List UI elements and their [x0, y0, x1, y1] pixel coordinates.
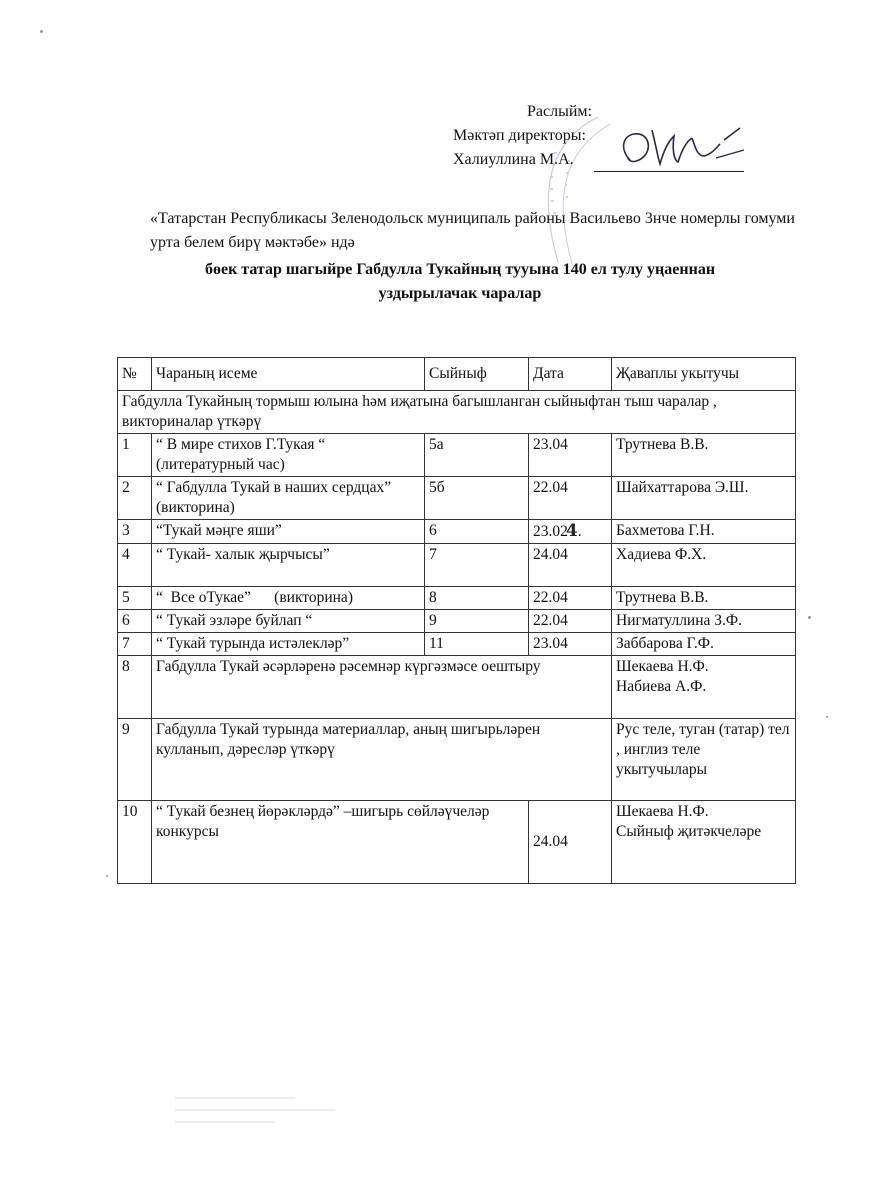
event-date: 22.04: [529, 477, 612, 520]
table-row: [118, 520, 796, 544]
director-name: Халиуллина М.А.: [453, 151, 574, 168]
col-header-date: Дата: [529, 358, 612, 391]
event-name: “ Тукай безнең йөрәкләрдә” –шигырь сөйләүчеләр конкурсы: [152, 801, 529, 884]
table-row: [118, 544, 796, 587]
event-responsible: Трутнева В.В.: [612, 587, 796, 610]
scan-speck: [40, 30, 43, 33]
table-row: [118, 801, 796, 884]
event-name: “ Тукай- халык җырчысы”: [152, 544, 425, 587]
event-name: “ Все оТукае” (викторина): [152, 587, 425, 610]
event-class: 6: [425, 520, 529, 544]
event-class: 5б: [425, 477, 529, 520]
table-row: [118, 656, 796, 719]
event-class: 5а: [425, 434, 529, 477]
event-date: 24.04: [529, 544, 612, 587]
responsible-line: Шекаева Н.Ф.: [616, 658, 709, 675]
event-name: Габдулла Тукай әсәрләренә рәсемнәр күргәзмәсе оештыру: [152, 656, 612, 719]
event-date: 23.04: [529, 434, 612, 477]
director-position: Мәктәп директоры:: [453, 127, 586, 144]
table-row: [118, 719, 796, 801]
event-responsible: [612, 656, 796, 719]
school-intro: «Татарстан Республикасы Зеленодольск муниципаль районы Васильево 3нче номерлы гомуми урта белем бирү мәктәбе» ндә: [150, 210, 795, 251]
event-class: 7: [425, 544, 529, 587]
row-number: 3: [118, 520, 152, 544]
scan-speck: [826, 716, 828, 718]
table-row: [118, 587, 796, 610]
handwritten-date-correction: 4: [565, 521, 578, 541]
row-number: 1: [118, 434, 152, 477]
event-name: “ Габдулла Тукай в наших сердцах” (викторина): [152, 477, 425, 520]
title-line-1: бөек татар шагыйре Габдулла Тукайның тууына 140 ел тулу уңаеннан: [204, 261, 716, 278]
event-name: Габдулла Тукай турында материаллар, аның шигырьләрен кулланып, дәресләр үткәрү: [152, 719, 612, 801]
scan-speck: [106, 875, 108, 877]
event-date: 22.04: [529, 610, 612, 633]
event-responsible: Шайхаттарова Э.Ш.: [612, 477, 796, 520]
event-date-cell: 23.024.: [529, 520, 612, 544]
bleed-through-marks: [175, 1090, 355, 1130]
row-number: 9: [118, 719, 152, 801]
col-header-class: Сыйныф: [425, 358, 529, 391]
col-header-number: №: [118, 358, 152, 391]
responsible-line: Сыйныф җитәкчеләре: [616, 823, 762, 840]
row-number: 5: [118, 587, 152, 610]
col-header-responsible: Җаваплы укытучы: [612, 358, 796, 391]
table-row: [118, 477, 796, 520]
responsible-line: Набиева А.Ф.: [616, 678, 707, 695]
event-responsible: Заббарова Г.Ф.: [612, 633, 796, 656]
approval-block: [453, 100, 592, 172]
table-row: [118, 434, 796, 477]
event-responsible: Нигматуллина З.Ф.: [612, 610, 796, 633]
section-heading-row: [118, 391, 796, 434]
event-responsible: [612, 801, 796, 884]
event-date: 24.04: [529, 801, 612, 884]
row-number: 4: [118, 544, 152, 587]
event-responsible: Бахметова Г.Н.: [612, 520, 796, 544]
section-heading: Габдулла Тукайның тормыш юлына һәм иҗатына багышланган сыйныфтан тыш чаралар , викториналар үткәрү: [118, 391, 796, 434]
approved-label: Раслыйм:: [527, 103, 592, 120]
table-row: [118, 633, 796, 656]
table-header-row: [118, 358, 796, 391]
row-number: 7: [118, 633, 152, 656]
event-responsible: Трутнева В.В.: [612, 434, 796, 477]
row-number: 8: [118, 656, 152, 719]
row-number: 2: [118, 477, 152, 520]
event-responsible: Хадиева Ф.Х.: [612, 544, 796, 587]
events-table: [117, 357, 796, 884]
event-class: 9: [425, 610, 529, 633]
event-name: “Тукай мәңге яши”: [152, 520, 425, 544]
event-responsible: Рус теле, туган (татар) тел , инглиз теле укытучылары: [612, 719, 796, 801]
event-date: 23.02: [533, 523, 568, 540]
title-line-2: уздырылачак чаралар: [378, 285, 542, 302]
director-signature: [612, 120, 752, 180]
event-date: 22.04: [529, 587, 612, 610]
event-name: “ Тукай эзләре буйлап “: [152, 610, 425, 633]
event-name: “ В мире стихов Г.Тукая “ (литературный час): [152, 434, 425, 477]
event-name: “ Тукай турында истәлекләр”: [152, 633, 425, 656]
event-class: 8: [425, 587, 529, 610]
row-number: 6: [118, 610, 152, 633]
document-title: [100, 258, 820, 306]
row-number: 10: [118, 801, 152, 884]
event-date: 23.04: [529, 633, 612, 656]
responsible-line: Шекаева Н.Ф.: [616, 803, 709, 820]
scan-speck: [808, 616, 811, 619]
table-row: [118, 610, 796, 633]
event-class: 11: [425, 633, 529, 656]
col-header-name: Чараның исеме: [152, 358, 425, 391]
